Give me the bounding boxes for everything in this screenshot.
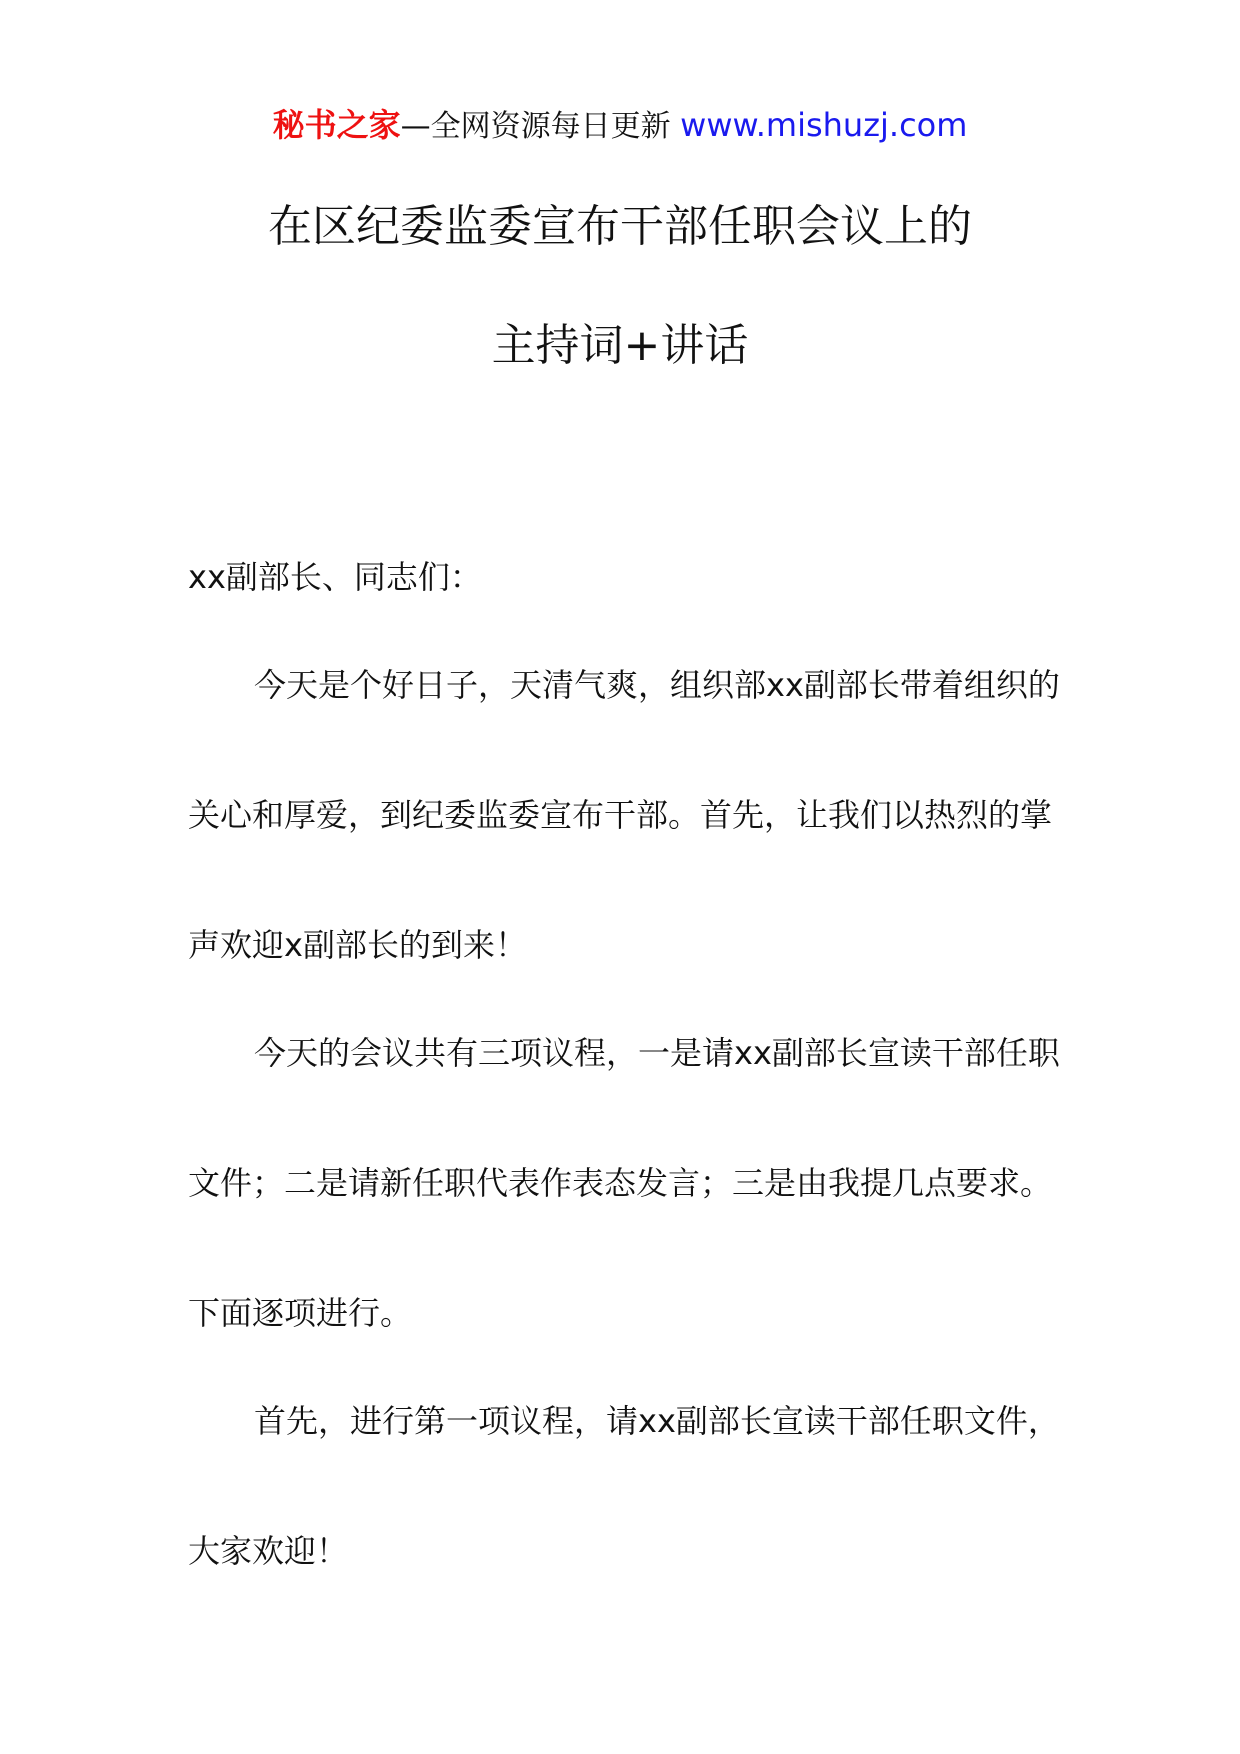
paragraph-3: 首先，进行第一项议程，请xx副部长宣读干部任职文件，大家欢迎！ xyxy=(188,1402,1060,1570)
salutation: xx副部长、同志们： xyxy=(188,558,482,596)
header-slogan: —全网资源每日更新 xyxy=(400,109,671,144)
site-header xyxy=(0,100,1240,152)
document-title-line-2: 主持词+讲话 xyxy=(491,320,749,371)
brand-name: 秘书之家 xyxy=(272,106,401,144)
document-body xyxy=(188,512,1062,1616)
document-title-line-1: 在区纪委监委宣布干部任职会议上的 xyxy=(268,201,972,252)
site-url[interactable]: www.mishuzj.com xyxy=(680,106,968,144)
paragraph-2: 今天的会议共有三项议程，一是请xx副部长宣读干部任职文件；二是请新任职代表作表态发言；三是由我提几点要求。下面逐项进行。 xyxy=(188,1034,1060,1332)
paragraph-1: 今天是个好日子，天清气爽，组织部xx副部长带着组织的关心和厚爱，到纪委监委宣布干部。首先，让我们以热烈的掌声欢迎x副部长的到来！ xyxy=(188,666,1060,964)
